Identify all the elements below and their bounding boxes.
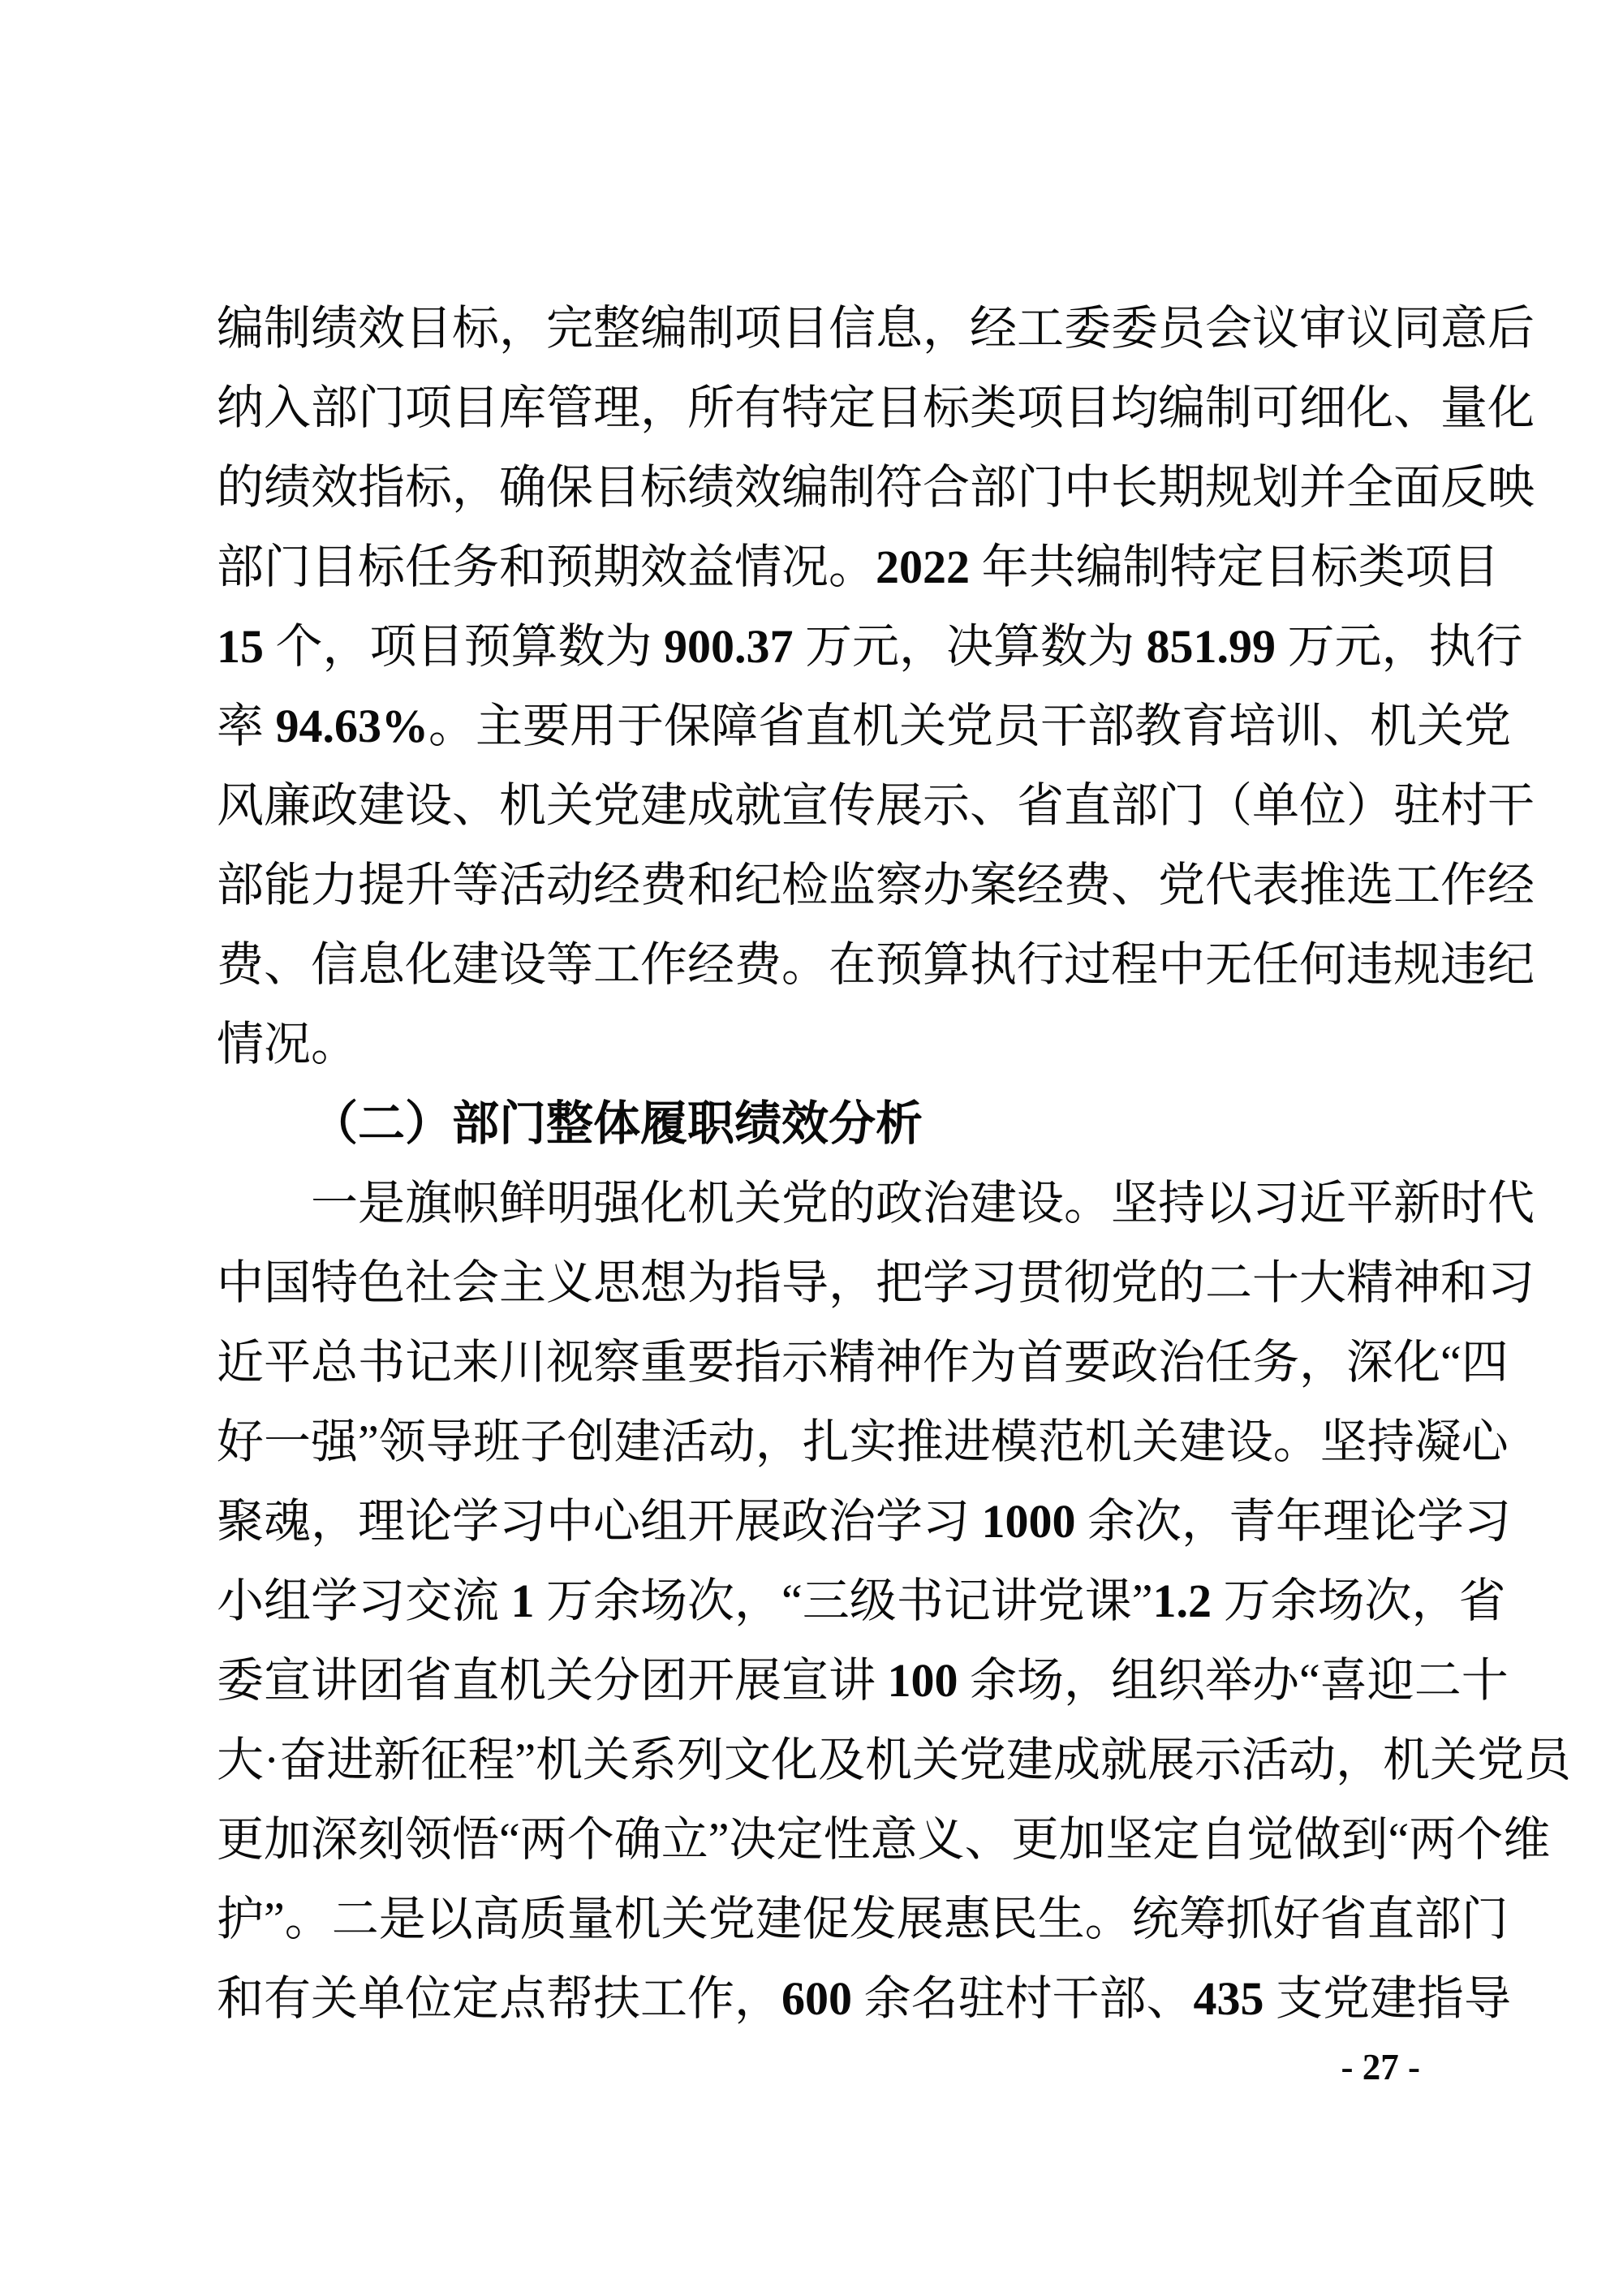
text-segment: 支党建指导 <box>1264 1972 1512 2025</box>
text-segment: 率 <box>217 700 276 752</box>
text-segment: 万元，执行 <box>1276 620 1523 673</box>
text-segment: 余场，组织举办“喜迎二十 <box>958 1654 1509 1707</box>
text-segment: 万元，决算数为 <box>793 620 1147 673</box>
emphasized-number: 94.63% <box>275 700 429 752</box>
text-line <box>217 1562 1506 1641</box>
text-line <box>217 925 1535 1005</box>
text-segment: 个，项目预算数为 <box>264 620 665 673</box>
emphasized-number: 2022 <box>876 541 971 593</box>
page-number: - 27 - <box>1341 2047 1420 2087</box>
text-segment: 部能力提升等活动经费和纪检监察办案经费、党代表推选工作经 <box>217 859 1535 911</box>
text-line <box>217 687 1512 766</box>
text-block <box>217 289 1572 2039</box>
text-line <box>217 766 1535 846</box>
emphasized-number: 15 <box>217 620 264 673</box>
text-line <box>217 1721 1572 1800</box>
text-segment: 情况。 <box>217 1018 359 1070</box>
text-line <box>217 1005 1418 1084</box>
emphasized-number: 1 <box>510 1574 535 1627</box>
text-segment: 大·奋进新征程”机关系列文化及机关党建成就展示活动，机关党员 <box>217 1734 1572 1786</box>
emphasized-number: 851.99 <box>1146 620 1276 673</box>
emphasized-number: 1.2 <box>1152 1574 1212 1627</box>
emphasized-number: 100 <box>887 1654 958 1707</box>
emphasized-number: 1000 <box>981 1495 1076 1548</box>
text-line <box>217 1959 1512 2039</box>
text-line <box>217 1482 1512 1562</box>
text-segment: 小组学习交流 <box>217 1574 511 1627</box>
text-line <box>217 1402 1509 1482</box>
text-segment: 余名驻村干部、 <box>852 1972 1194 2025</box>
text-segment: 聚魂，理论学习中心组开展政治学习 <box>217 1495 982 1548</box>
text-segment: 委宣讲团省直机关分团开展宣讲 <box>217 1654 888 1707</box>
text-line <box>217 289 1535 368</box>
text-segment: （二）部门整体履职绩效分析 <box>311 1097 923 1150</box>
text-line <box>217 1243 1535 1323</box>
text-segment: 。主要用于保障省直机关党员干部教育培训、机关党 <box>428 700 1512 752</box>
emphasized-number: 435 <box>1193 1972 1264 2025</box>
text-segment: 近平总书记来川视察重要指示精神作为首要政治任务，深化“四 <box>217 1336 1509 1389</box>
text-segment: 中国特色社会主义思想为指导，把学习贯彻党的二十大精神和习 <box>217 1256 1535 1309</box>
text-line <box>217 607 1523 687</box>
text-line <box>217 1800 1551 1880</box>
emphasized-number: 900.37 <box>664 620 794 673</box>
text-segment: 更加深刻领悟“两个确立”决定性意义、更加坚定自觉做到“两个维 <box>217 1813 1551 1866</box>
text-segment: 好一强”领导班子创建活动，扎实推进模范机关建设。坚持凝心 <box>217 1415 1509 1468</box>
text-segment: 年共编制特定目标类项目 <box>970 541 1500 593</box>
text-segment: 和有关单位定点帮扶工作， <box>217 1972 782 2025</box>
text-line <box>217 1164 1535 1243</box>
text-segment: 费、信息化建设等工作经费。在预算执行过程中无任何违规违纪 <box>217 938 1535 991</box>
text-line <box>217 1323 1509 1402</box>
text-line <box>217 448 1535 528</box>
text-segment: 万余场次，“三级书记讲党课” <box>534 1574 1153 1627</box>
text-segment: 余次，青年理论学习 <box>1075 1495 1512 1548</box>
text-line <box>217 1880 1509 1959</box>
text-segment: 部门目标任务和预期效益情况。 <box>217 541 876 593</box>
text-segment: 编制绩效目标，完整编制项目信息，经工委委员会议审议同意后 <box>217 302 1535 355</box>
text-line <box>217 846 1535 925</box>
text-segment: 纳入部门项目库管理，所有特定目标类项目均编制可细化、量化 <box>217 381 1535 434</box>
text-segment: 护”。二是以高质量机关党建促发展惠民生。统筹抓好省直部门 <box>217 1893 1509 1945</box>
emphasized-number: 600 <box>781 1972 853 2025</box>
text-segment: 的绩效指标，确保目标绩效编制符合部门中长期规划并全面反映 <box>217 461 1535 514</box>
text-line <box>217 368 1535 448</box>
text-segment: 万余场次，省 <box>1212 1574 1506 1627</box>
text-segment: 风廉政建设、机关党建成就宣传展示、省直部门（单位）驻村干 <box>217 779 1535 832</box>
text-line <box>217 528 1500 607</box>
text-line <box>217 1641 1509 1721</box>
text-segment: 一是旗帜鲜明强化机关党的政治建设。坚持以习近平新时代 <box>311 1177 1535 1230</box>
section-heading <box>217 1084 1418 1164</box>
